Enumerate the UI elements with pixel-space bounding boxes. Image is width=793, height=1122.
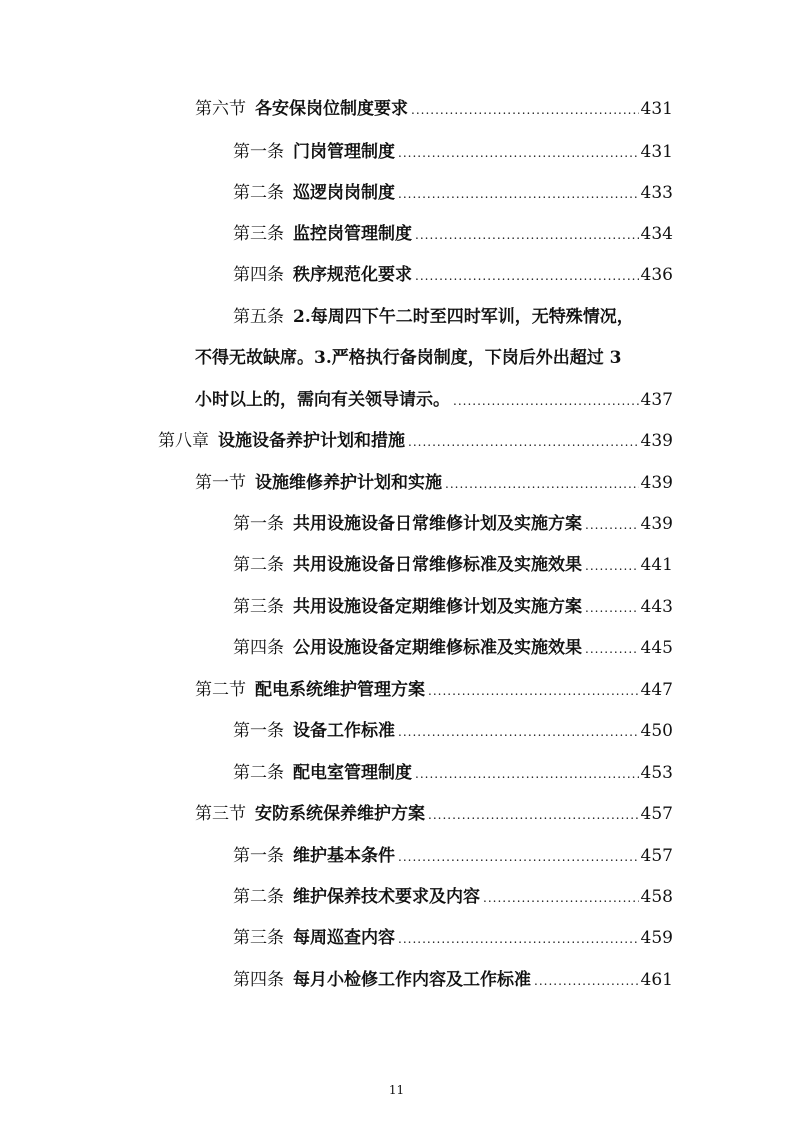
toc-entry[interactable] — [233, 552, 673, 578]
toc-entry-wrapped-line-3[interactable] — [195, 387, 673, 413]
toc-page-number: 443 — [640, 597, 673, 617]
toc-label: 第一节 — [195, 473, 246, 493]
toc-title: 巡逻岗岗制度 — [293, 183, 395, 203]
toc-entry[interactable] — [233, 221, 673, 247]
toc-leader-dots — [585, 595, 639, 621]
toc-entry[interactable] — [195, 96, 673, 122]
toc-label: 第四条 — [233, 265, 284, 285]
toc-page-number: 437 — [640, 390, 673, 410]
toc-label: 第一条 — [233, 514, 284, 534]
toc-title: 共用设施设备日常维修标准及实施效果 — [293, 555, 582, 575]
toc-entry[interactable] — [195, 677, 673, 703]
toc-label: 第四条 — [233, 638, 284, 658]
toc-page-number: 457 — [640, 846, 673, 866]
toc-page-number: 433 — [640, 183, 673, 203]
toc-label: 第三节 — [195, 804, 246, 824]
toc-page-number: 459 — [640, 928, 673, 948]
toc-title-line-1: 2.每周四下午二时至四时军训，无特殊情况， — [293, 307, 634, 327]
toc-entry[interactable] — [158, 428, 673, 454]
toc-page-number: 450 — [640, 721, 673, 741]
toc-label: 第二条 — [233, 887, 284, 907]
toc-leader-dots — [415, 761, 639, 787]
toc-leader-dots — [411, 97, 639, 123]
toc-title: 设备工作标准 — [293, 721, 395, 741]
toc-entry[interactable] — [233, 139, 673, 165]
toc-label: 第三条 — [233, 597, 284, 617]
toc-label: 第四条 — [233, 970, 284, 990]
toc-label: 第二条 — [233, 555, 284, 575]
toc-entry[interactable] — [233, 925, 673, 951]
toc-leader-dots — [445, 471, 639, 497]
toc-page-number: 447 — [640, 680, 673, 700]
toc-leader-dots — [534, 968, 639, 994]
toc-leader-dots — [428, 802, 639, 828]
toc-entry-wrapped-line-2[interactable] — [195, 345, 622, 371]
toc-leader-dots — [483, 885, 639, 911]
toc-page-number: 431 — [640, 142, 673, 162]
toc-entry[interactable] — [195, 470, 673, 496]
toc-label: 第二条 — [233, 763, 284, 783]
toc-leader-dots — [415, 222, 639, 248]
toc-title: 公用设施设备定期维修标准及实施效果 — [293, 638, 582, 658]
toc-title-line-2: 不得无故缺席。3.严格执行备岗制度，下岗后外出超过 3 — [195, 348, 622, 368]
toc-page-number: 434 — [640, 224, 673, 244]
toc-entry[interactable] — [233, 967, 673, 993]
toc-leader-dots — [585, 512, 639, 538]
toc-leader-dots — [428, 678, 639, 704]
toc-entry[interactable] — [233, 635, 673, 661]
toc-title: 门岗管理制度 — [293, 142, 395, 162]
toc-entry[interactable] — [233, 718, 673, 744]
toc-leader-dots — [398, 181, 639, 207]
toc-page-number: 439 — [640, 431, 673, 451]
toc-label: 第三条 — [233, 928, 284, 948]
toc-leader-dots — [453, 388, 639, 414]
toc-title: 设施维修养护计划和实施 — [255, 473, 442, 493]
toc-page-number: 436 — [640, 265, 673, 285]
toc-entry[interactable] — [233, 594, 673, 620]
toc-leader-dots — [398, 844, 639, 870]
toc-entry[interactable] — [233, 511, 673, 537]
toc-title-line-3: 小时以上的，需向有关领导请示。 — [195, 390, 450, 410]
toc-page-number: 457 — [640, 804, 673, 824]
toc-page-number: 445 — [640, 638, 673, 658]
toc-entry[interactable] — [233, 843, 673, 869]
toc-page-number: 441 — [640, 555, 673, 575]
toc-label: 第二条 — [233, 183, 284, 203]
toc-leader-dots — [398, 140, 639, 166]
toc-label: 第六节 — [195, 99, 246, 119]
toc-leader-dots — [415, 263, 639, 289]
toc-title: 维护基本条件 — [293, 846, 395, 866]
toc-title: 秩序规范化要求 — [293, 265, 412, 285]
toc-entry[interactable] — [195, 801, 673, 827]
toc-leader-dots — [585, 553, 639, 579]
toc-page-number: 431 — [640, 99, 673, 119]
toc-label: 第一条 — [233, 846, 284, 866]
toc-label: 第一条 — [233, 142, 284, 162]
toc-entry[interactable] — [233, 884, 673, 910]
toc-page-number: 461 — [640, 970, 673, 990]
toc-label: 第八章 — [158, 431, 209, 451]
toc-page-number: 458 — [640, 887, 673, 907]
toc-label: 第二节 — [195, 680, 246, 700]
toc-title: 配电室管理制度 — [293, 763, 412, 783]
toc-page-number: 439 — [640, 514, 673, 534]
toc-label: 第一条 — [233, 721, 284, 741]
toc-entry-wrapped-line-1[interactable] — [233, 304, 634, 330]
toc-title: 安防系统保养维护方案 — [255, 804, 425, 824]
toc-title: 共用设施设备日常维修计划及实施方案 — [293, 514, 582, 534]
toc-title: 共用设施设备定期维修计划及实施方案 — [293, 597, 582, 617]
toc-leader-dots — [585, 636, 639, 662]
toc-page-number: 439 — [640, 473, 673, 493]
toc-label: 第三条 — [233, 224, 284, 244]
toc-entry[interactable] — [233, 180, 673, 206]
toc-page-number: 453 — [640, 763, 673, 783]
toc-title: 配电系统维护管理方案 — [255, 680, 425, 700]
footer-page-number: 11 — [388, 1083, 405, 1097]
toc-leader-dots — [398, 926, 639, 952]
toc-title: 每周巡查内容 — [293, 928, 395, 948]
toc-leader-dots — [398, 719, 639, 745]
toc-title: 维护保养技术要求及内容 — [293, 887, 480, 907]
toc-title: 设施设备养护计划和措施 — [218, 431, 405, 451]
toc-title: 监控岗管理制度 — [293, 224, 412, 244]
toc-entry[interactable] — [233, 760, 673, 786]
toc-title: 各安保岗位制度要求 — [255, 99, 408, 119]
toc-label: 第五条 — [233, 307, 284, 327]
toc-leader-dots — [408, 429, 639, 455]
toc-entry[interactable] — [233, 262, 673, 288]
toc-title: 每月小检修工作内容及工作标准 — [293, 970, 531, 990]
